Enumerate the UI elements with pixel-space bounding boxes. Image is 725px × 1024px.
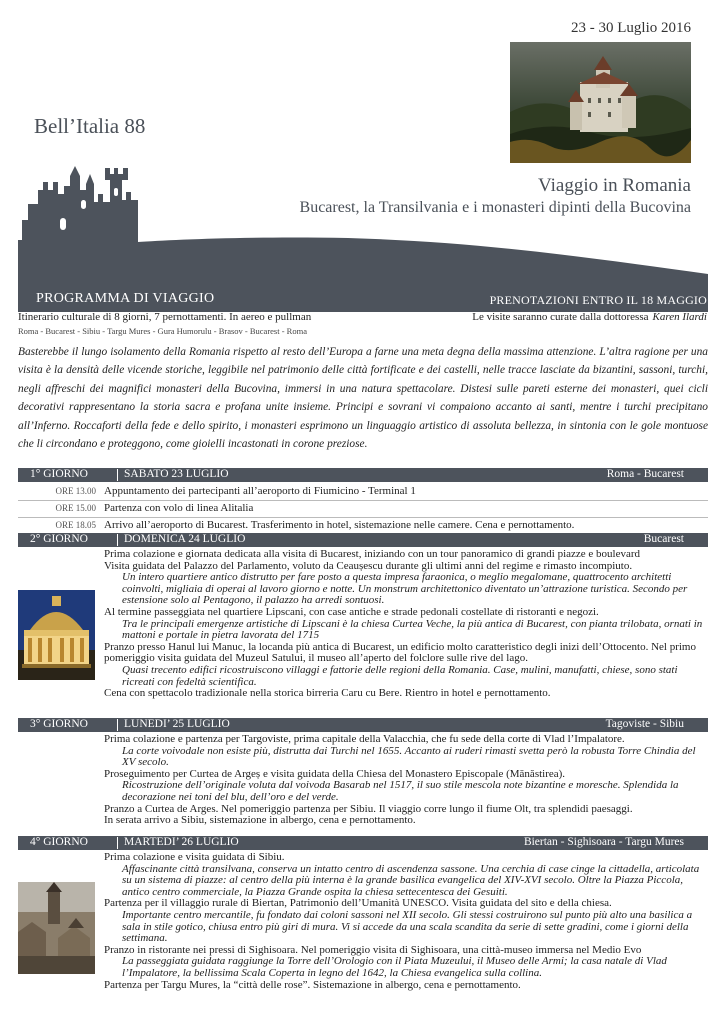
program-note: Ricostruzione dell’originale voluta dal voivoda Basarab nel 1517, il suo stile mescola note bizantine e moresche. Splendida la decorazione nei toni del blu, dell’oro e del verde. xyxy=(122,779,679,803)
curator-label: Le visite saranno curate dalla dottoressa xyxy=(472,311,649,323)
program-paragraph: Cena con spettacolo tradizionale nella storica birreria Caru cu Bere. Rientro in hotel e pernottamento. xyxy=(104,687,551,700)
day-4-header xyxy=(18,836,708,850)
day-2-header xyxy=(18,533,708,547)
day-number: 2° GIORNO xyxy=(30,533,88,545)
curator-name: Karen Ilardi xyxy=(652,311,707,323)
trip-dates: 23 - 30 Luglio 2016 xyxy=(571,20,691,36)
brand-name: Bell’Italia 88 xyxy=(34,114,146,138)
day-date: MARTEDI’ 26 LUGLIO xyxy=(124,836,239,848)
day-3-header xyxy=(18,718,708,732)
schedule-row xyxy=(18,484,708,501)
program-note: La passeggiata guidata raggiunge la Torre dell’Orologio con il Piata Muzeului, il Museo delle Armi; la casa natale di Vlad l’Impalatore, la bellissima Scala Coperta in legno del 1642, la Chiesa evangelica sulla collina. xyxy=(122,955,667,979)
program-note: Un intero quartiere antico distrutto per fare posto a questa impresa faraonica, o meglio megalomane, quattrocento architetti coinvolti, migliaia di operai al lavoro giorno e notte. Un monstrum architettonico diventato un’attrazione turistica. Secondo per estensione solo al Pentagono, il palazzo ha arredi sontuosi. xyxy=(122,571,688,607)
day-number: 3° GIORNO xyxy=(30,718,88,730)
day-number: 4° GIORNO xyxy=(30,836,88,848)
day-1-header xyxy=(18,468,708,482)
schedule-time: ORE 15.00 xyxy=(55,503,96,513)
program-paragraph: Pranzo a Curtea de Arges. Nel pomeriggio partenza per Sibiu. Il viaggio corre lungo il fiume Olt, tra splendidi paesaggi. xyxy=(104,802,633,815)
day-4-body xyxy=(104,852,708,991)
day-2-body xyxy=(104,549,708,700)
divider xyxy=(117,837,118,849)
program-paragraph: Proseguimento per Curtea de Argeș e visita guidata della Chiesa del Monastero Episcopale (Mănăstirea). xyxy=(104,767,566,780)
day-date: SABATO 23 LUGLIO xyxy=(124,468,229,480)
schedule-text: Partenza con volo di linea Alitalia xyxy=(104,502,254,514)
program-heading: PROGRAMMA DI VIAGGIO xyxy=(36,291,215,306)
program-note: Importante centro mercantile, fu fondato dai coloni sassoni nel XII secolo. Gli stessi costruirono sul punto più alto una basilica a sala in stile gotico, chiusa entro più giri di mura. Vi si accede da una scala scandita da serie di sette gradini, come i giorni della settimana. xyxy=(122,908,693,945)
program-note: Quasi trecento edifici ricostruiscono villaggi e fattorie delle regioni della Romania. Case, mulini, manufatti, chiese, sono stati ricreati con fedeltà scientifica. xyxy=(122,663,678,688)
day-route: Biertan - Sighisoara - Targu Mures xyxy=(523,836,684,848)
trip-subtitle: Bucarest, la Transilvania e i monasteri dipinti della Bucovina xyxy=(299,199,691,216)
program-paragraph: Prima colazione e visita guidata di Sibiu. xyxy=(104,851,285,863)
day-route: Bucarest xyxy=(643,533,684,545)
program-paragraph: Prima colazione e giornata dedicata alla visita di Bucarest, iniziando con un tour panoramico di grandi piazze e boulevard xyxy=(104,548,641,560)
day-number: 1° GIORNO xyxy=(30,468,88,480)
program-paragraph: Prima colazione e partenza per Targoviste, prima capitale della Valacchia, che fu sede della corte di Vlad l’Impalatore. xyxy=(104,733,625,745)
schedule-time: ORE 13.00 xyxy=(55,486,96,496)
sighisoara-photo xyxy=(18,882,95,974)
day-route: Roma - Bucarest xyxy=(606,468,684,480)
program-paragraph: Partenza per il villaggio rurale di Biertan, Patrimonio dell’Umanità UNESCO. Visita guidata del sito e della chiesa. xyxy=(104,897,612,910)
schedule-row xyxy=(18,501,708,518)
day-1-schedule xyxy=(18,484,708,534)
program-paragraph: Partenza per Targu Mures, la “città delle rose”. Sistemazione in albergo, cena e pernottamento. xyxy=(104,978,521,991)
athenaeum-photo xyxy=(18,590,95,680)
day-3-body xyxy=(104,734,708,827)
trip-title: Viaggio in Romania xyxy=(538,175,691,196)
divider xyxy=(117,469,118,481)
program-note: Affascinante città transilvana, conserva un intatto centro di ascendenza sassone. Una cerchia di case cinge la cittadella, articolata su un sistema di piazze: al centro della più interna è la grande basilica evangelica del XIV-XVI secolo. Oltre la Piazza Piccola, antico centro commerciale, la Piazza Grande ospita la chiesa settecentesca dei Gesuiti. xyxy=(122,862,700,898)
divider xyxy=(117,534,118,546)
program-paragraph: Pranzo presso Hanul lui Manuc, la locanda più antica di Bucarest, un edificio molto caratteristico degli inizi dell’Ottocento. Nel primo pomeriggio visita guidata del Muzeul Satului, il museo all’aperto del folclore sulle rive del lago. xyxy=(104,640,696,665)
booking-deadline: PRENOTAZIONI ENTRO IL 18 MAGGIO xyxy=(489,293,707,307)
curator-note xyxy=(472,311,707,323)
day-date: LUNEDI’ 25 LUGLIO xyxy=(124,718,230,730)
program-note: La corte voivodale non esiste più, distrutta dai Turchi nel 1655. Accanto ai ruderi rimasti svetta però la robusta Torre Chindia del XV secolo. xyxy=(122,744,696,769)
day-date: DOMENICA 24 LUGLIO xyxy=(124,533,246,545)
program-paragraph: Al termine passeggiata nel quartiere Lipscani, con case antiche e strade pedonali costellate di ristoranti e negozi. xyxy=(104,605,599,618)
day-route: Tagoviste - Sibiu xyxy=(605,718,684,730)
program-paragraph: Visita guidata del Palazzo del Parlamento, voluto da Ceaușescu durante gli ultimi anni del regime e rimasto incompiuto. xyxy=(104,559,633,572)
schedule-text: Arrivo all’aeroporto di Bucarest. Trasferimento in hotel, sistemazione nelle camere. Cena e pernottamento. xyxy=(104,519,575,531)
itinerary-route: Roma - Bucarest - Sibiu - Targu Mures - Gura Humorulu - Brasov - Bucarest - Roma xyxy=(18,326,307,336)
schedule-text: Appuntamento dei partecipanti all’aeroporto di Fiumicino - Terminal 1 xyxy=(104,485,416,497)
program-paragraph: In serata arrivo a Sibiu, sistemazione in albergo, cena e pernottamento. xyxy=(104,814,416,827)
intro-paragraph: Basterebbe il lungo isolamento della Romania rispetto al resto dell’Europa a farne una meta degna della massima attenzione. L’altra ragione per una visita è la densità delle vicende storiche, leggibile nel patrimonio delle città fortificate e dei castelli, nelle tracce lasciate da bizantini, sassoni, turchi, negli affreschi dei magnifici monasteri della Bucovina, immersi in una natura spettacolare. Distesi sulle pareti esterne dei monasteri, quei cicli decorativi rappresentano la storia sacra e profana unite insieme. Principi e sovrani vi compaiono accanto ai santi, mentre i turchi precipitano all’Inferno. Roccaforti della fede e dello spirito, i monasteri esprimono un linguaggio artistico di assoluta bellezza, in sintonia con le gole montuose che li circondano e proteggono, come gioielli incastonati in corone preziose. xyxy=(18,346,708,451)
program-paragraph: Pranzo in ristorante nei pressi di Sighisoara. Nel pomeriggio visita di Sighisoara, una città-museo immersa nel Medio Evo xyxy=(104,943,642,956)
castle-silhouette-banner xyxy=(18,140,708,312)
itinerary-summary: Itinerario culturale di 8 giorni, 7 pernottamenti. In aereo e pullman xyxy=(18,311,312,323)
schedule-time: ORE 18.05 xyxy=(55,520,96,530)
divider xyxy=(117,719,118,731)
schedule-row xyxy=(18,518,708,534)
program-note: Tra le principali emergenze artistiche di Lipscani è la chiesa Curtea Veche, la più antica di Bucarest, con pianta trilobata, ornati in mattoni e portale in pietra lavorata del 1715 xyxy=(122,617,703,642)
